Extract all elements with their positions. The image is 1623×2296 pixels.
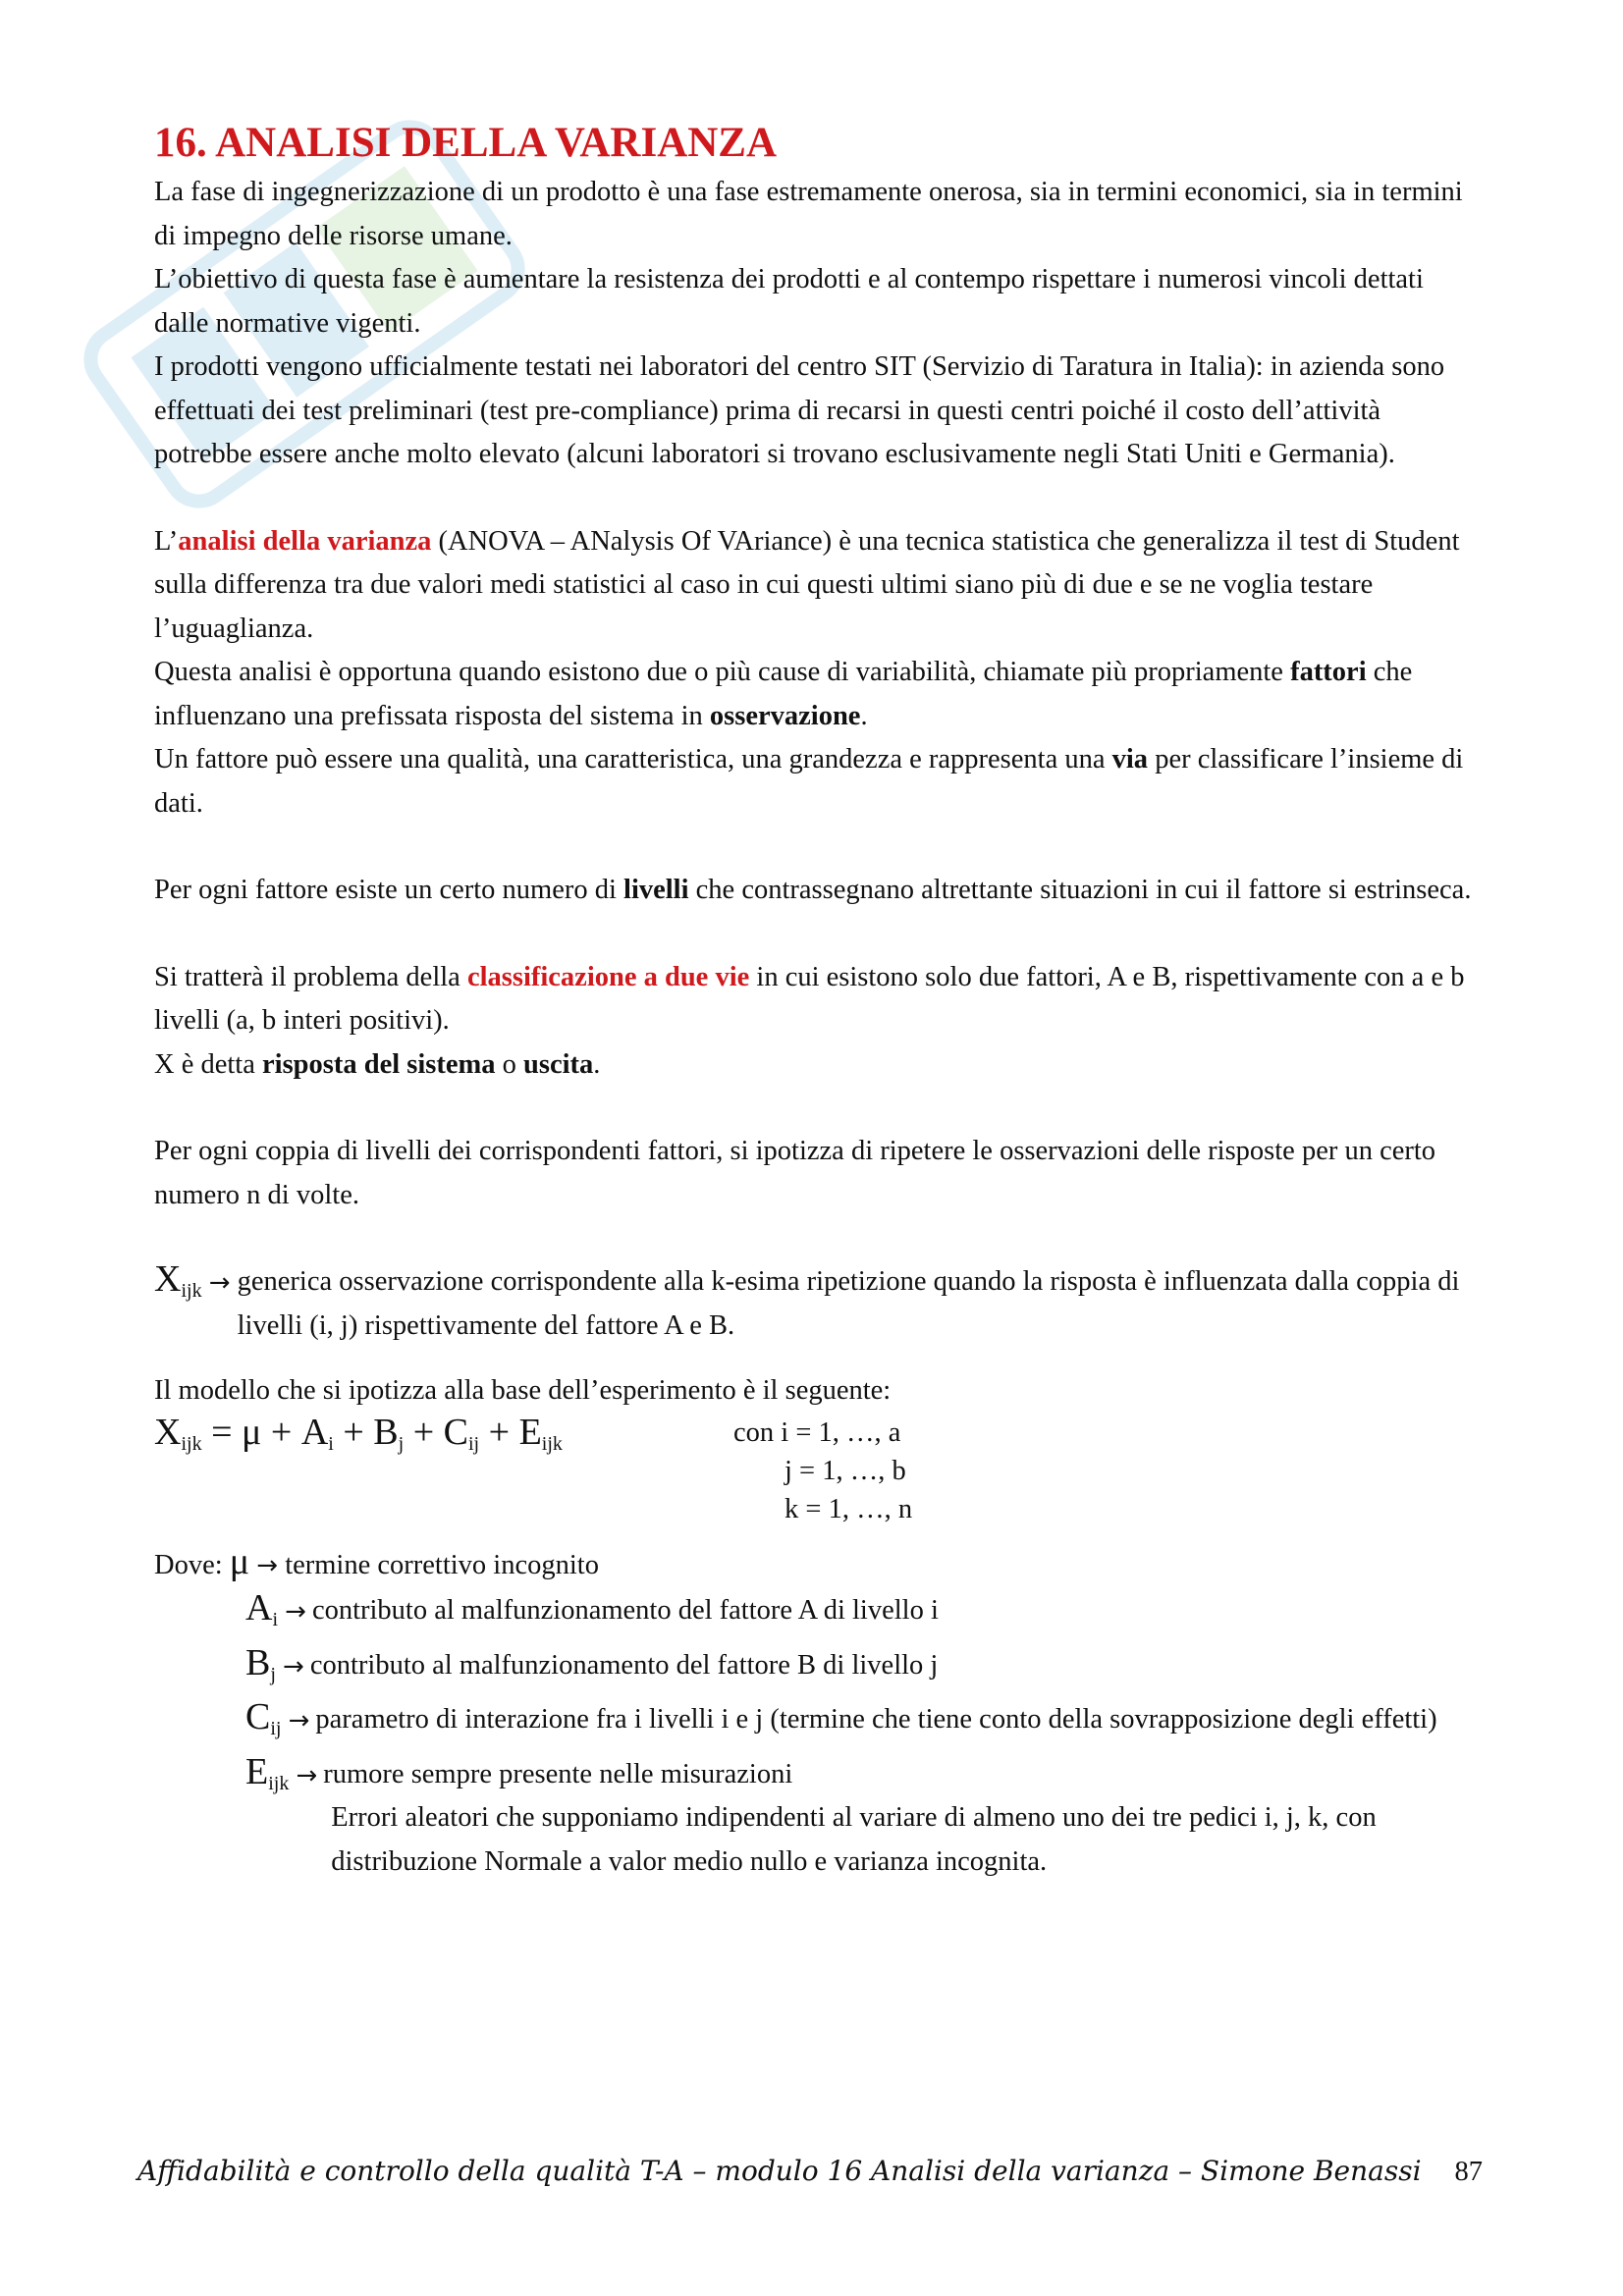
- arrow-icon: →: [288, 1706, 310, 1735]
- where-b: $B_j$ → contributo al malfunzionamento del fattore B di livello j: [245, 1641, 939, 1685]
- condition-j: j = 1, …, b: [784, 1455, 906, 1486]
- model-conditions: [733, 1414, 912, 1522]
- where-e-note: Errori aleatori che supponiamo indipendenti al variare di almeno uno dei tre pedici i, j, k, con distribuzione Normale a valor medio nullo e varianza incognita.: [331, 1802, 1377, 1877]
- paragraph-intro-1: La fase di ingegnerizzazione di un prodotto è una fase estremamente onerosa, sia in termini economici, sia in termini di impegno delle risorse umane.: [154, 177, 1463, 251]
- paragraph-coppia: Per ogni coppia di livelli dei corrispondenti fattori, si ipotizza di ripetere le osservazioni delle risposte per un certo numero n di volte.: [154, 1136, 1436, 1210]
- paragraph-classificazione: Si tratterà il problema della classificazione a due vie in cui esistono solo due fattori, A e B, rispettivamente con a e b livelli (a, b interi positivi).: [154, 961, 1465, 1036]
- where-c: $C_{ij}$ → parametro di interazione fra i livelli i e j (termine che tiene conto della sovrapposizione degli effetti): [245, 1696, 1437, 1739]
- paragraph-risposta: X è detta risposta del sistema o uscita.: [154, 1048, 601, 1080]
- term-risposta-sistema: risposta del sistema: [262, 1048, 496, 1080]
- model-equation: [154, 1411, 1480, 1524]
- arrow-icon: →: [285, 1597, 306, 1627]
- term-uscita: uscita: [523, 1048, 594, 1080]
- arrow-icon: →: [283, 1651, 304, 1682]
- term-osservazione: osservazione: [709, 700, 861, 731]
- paragraph-intro-3: I prodotti vengono ufficialmente testati nei laboratori del centro SIT (Servizio di Taratura in Italia): in azienda sono effettuati dei test preliminari (test pre-compliance) prima di recarsi in questi centri poiché il costo dell’attività potrebbe essere anche molto elevato (alcuni laboratori si trovano esclusivamente negli Stati Uniti e Germania).: [154, 351, 1445, 469]
- where-e: $E_{ijk}$ → rumore sempre presente nelle misurazioni Errori aleatori che supponiamo indipendenti al variare di almeno uno dei tre pedici i, j, k, con distribuzione Normale a valor medio nullo e varianza incognita.: [245, 1753, 1480, 1885]
- xijk-definition: $X_{ijk}$ → generica osservazione corrispondente alla k-esima ripetizione quando la risposta è influenzata dalla coppia di livelli (i, j) rispettivamente del fattore A e B.: [154, 1258, 1460, 1341]
- page-content: [154, 116, 1480, 1884]
- term-livelli: livelli: [623, 875, 689, 905]
- paragraph-via: Un fattore può essere una qualità, una caratteristica, una grandezza e rappresenta una via per classificare l’insieme di dati.: [154, 744, 1464, 819]
- where-mu: Dove: μ → termine correttivo incognito: [154, 1540, 599, 1582]
- page-footer: [137, 2155, 1483, 2188]
- where-a: $A_i$ → contributo al malfunzionamento del fattore A di livello i: [245, 1587, 939, 1630]
- paragraph-livelli: Per ogni fattore esiste un certo numero di livelli che contrassegnano altrettante situazioni in cui il fattore si estrinseca.: [154, 875, 1472, 905]
- term-fattori: fattori: [1290, 657, 1367, 687]
- term-via: via: [1111, 744, 1149, 774]
- where-list: [154, 1589, 1480, 1884]
- equation: $X_{ijk} = \mu + A_i + B_j + C_{ij} + E_{ijk}$: [154, 1411, 563, 1455]
- arrow-icon: →: [296, 1760, 318, 1790]
- term-analisi-varianza: analisi della varianza: [178, 525, 432, 557]
- term-classificazione-due-vie: classificazione a due vie: [466, 961, 750, 992]
- page-title: 16. ANALISI DELLA VARIANZA: [154, 120, 778, 166]
- page-number: 87: [1454, 2157, 1483, 2187]
- arrow-icon: →: [256, 1550, 279, 1580]
- footer-text: Affidabilità e controllo della qualità T-A – modulo 16 Analisi della varianza – Simone Benassi: [137, 2155, 1422, 2187]
- paragraph-anova: L’analisi della varianza (ANOVA – ANalysis Of VAriance) è una tecnica statistica che generalizza il test di Student sulla differenza tra due valori medi statistici al caso in cui questi ultimi siano più di due e se ne voglia testare l’uguaglianza.: [154, 525, 1460, 644]
- arrow-icon: →: [208, 1268, 231, 1298]
- paragraph-fattori: Questa analisi è opportuna quando esistono due o più cause di variabilità, chiamate più propriamente fattori che influenzano una prefissata risposta del sistema in osservazione.: [154, 657, 1413, 731]
- condition-i: con i = 1, …, a: [733, 1416, 901, 1448]
- paragraph-model-intro: Il modello che si ipotizza alla base dell’esperimento è il seguente:: [154, 1375, 892, 1406]
- condition-k: k = 1, …, n: [784, 1493, 913, 1524]
- paragraph-intro-2: L’obiettivo di questa fase è aumentare la resistenza dei prodotti e al contempo rispettare i numerosi vincoli dettati dalle normative vigenti.: [154, 264, 1424, 339]
